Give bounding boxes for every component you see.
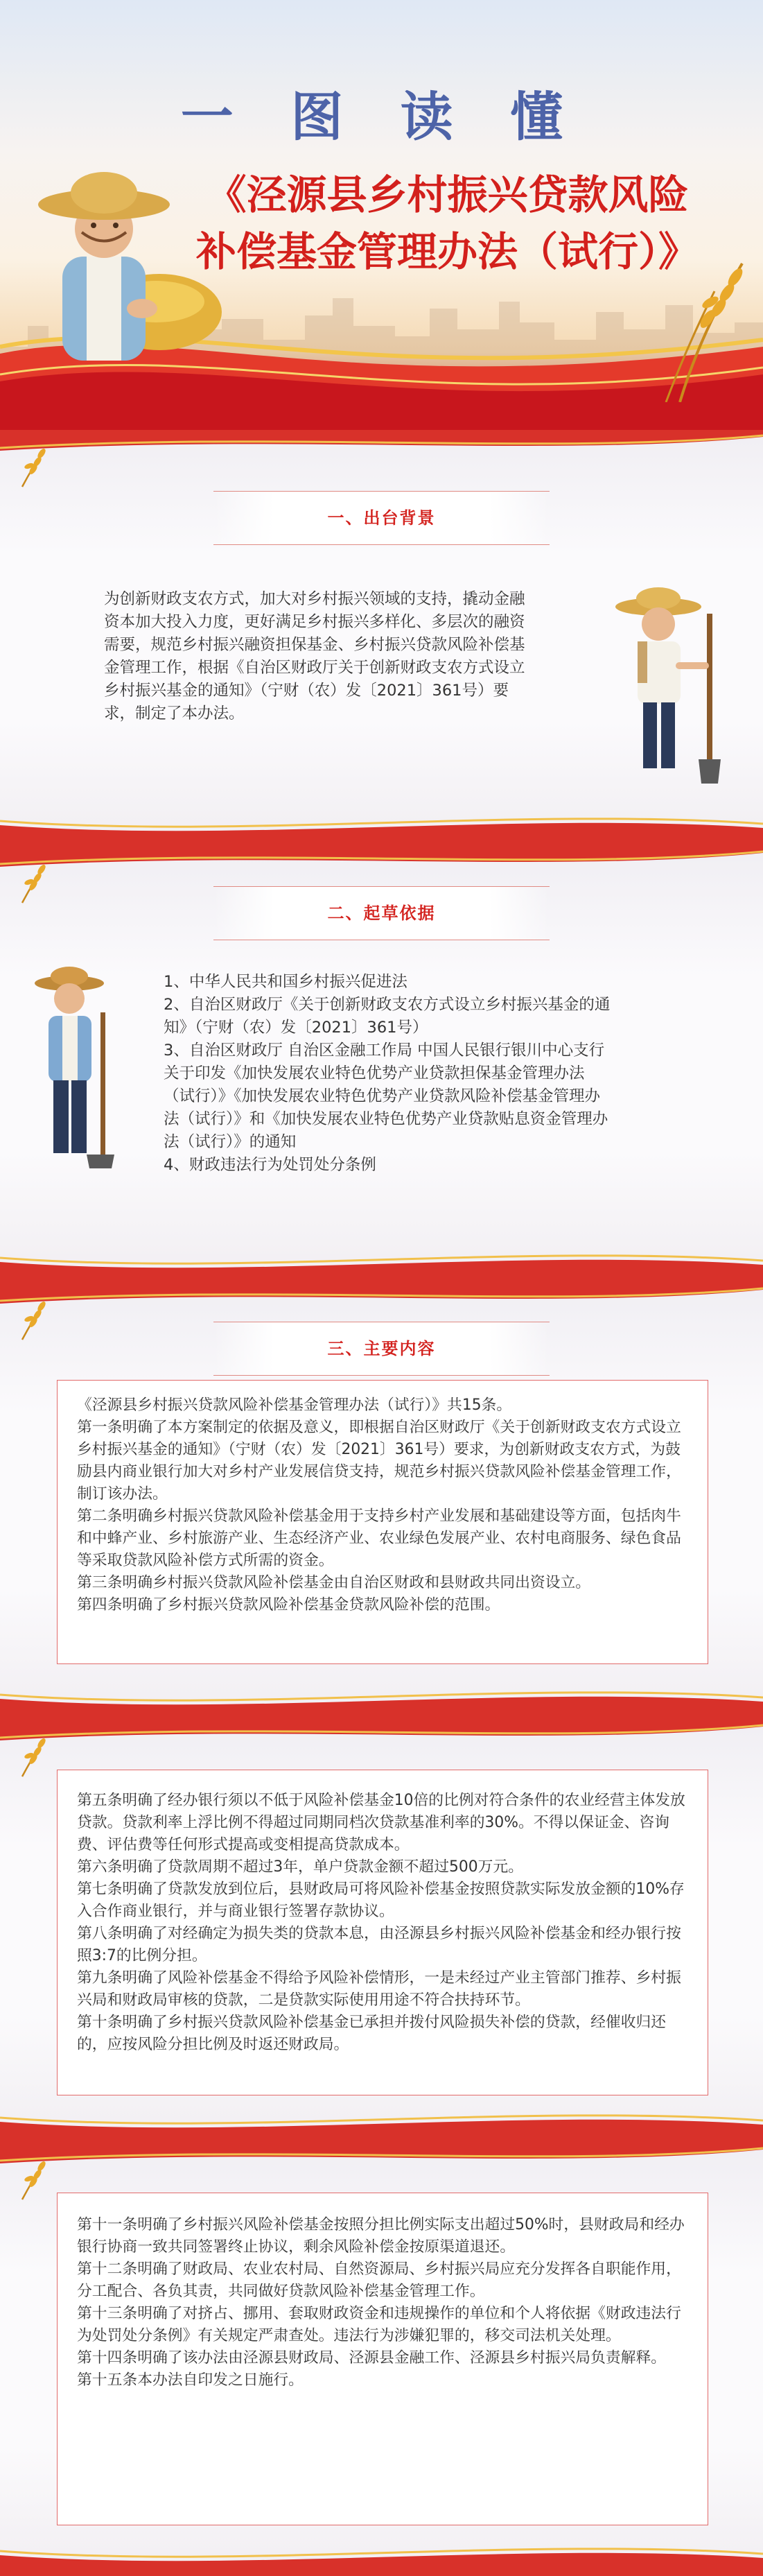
content-box-1	[57, 1380, 708, 1664]
wheat-icon	[15, 1299, 50, 1341]
ribbon-top-decoration	[0, 1720, 763, 1752]
section-background	[0, 430, 763, 846]
list-item: 2、自治区财政厅《关于创新财政支农方式设立乡村振兴基金的通知》（宁财（农）发〔2021〕361号）	[164, 996, 611, 1037]
article-text: 第五条明确了经办银行须以不低于风险补偿基金10倍的比例对符合条件的农业经营主体发放贷款。贷款利率上浮比例不得超过同期同档次贷款基准利率的30%。不得以保证金、咨询费、评估费等任何形式提高或变相提高贷款成本。	[77, 1792, 685, 1853]
article-text: 第四条明确了乡村振兴贷款风险补偿基金贷款风险补偿的范围。	[77, 1596, 500, 1614]
list-item: 4、财政违法行为处罚处分条例	[164, 1156, 376, 1174]
section-title: 二、起草依据	[327, 904, 436, 923]
hero-title-line1: 《泾源县乡村振兴贷款风险	[206, 171, 689, 218]
wheat-icon	[15, 1736, 50, 1778]
wheat-icon	[15, 863, 50, 904]
ribbon-top-decoration	[0, 846, 763, 878]
article-text: 第十条明确了乡村振兴贷款风险补偿基金已承担并拨付风险损失补偿的贷款，经催收归还的，应按风险分担比例及时返还财政局。	[77, 2014, 667, 2053]
article-text: 第十四条明确了该办法由泾源县财政局、泾源县金融工作、泾源县乡村振兴局负责解释。	[77, 2349, 667, 2367]
article-text: 第十五条本办法自印发之日施行。	[77, 2371, 304, 2389]
article-text: 第二条明确乡村振兴贷款风险补偿基金用于支持乡村产业发展和基础建设等方面，包括肉牛和中蜂产业、乡村旅游产业、生态经济产业、农业绿色发展产业、农村电商服务、绿色食品等采取贷款风险补偿方式所需的资金。	[77, 1507, 681, 1569]
section-content-continued	[0, 1720, 763, 2143]
background-text: 为创新财政支农方式，加大对乡村振兴领域的支持，撬动金融资本加大投入力度，更好满足乡村振兴多样化、多层次的融资需要，规范乡村振兴融资担保基金、乡村振兴贷款风险补偿基金管理工作，根据《自治区财政厅关于创新财政支农方式设立乡村振兴基金的通知》（宁财（农）发〔2021〕361号）要求，制定了本办法。	[104, 590, 525, 723]
ribbon-bottom-decoration	[0, 1244, 763, 1283]
section-title-box	[213, 1322, 550, 1376]
section-title: 三、主要内容	[327, 1339, 436, 1358]
article-text: 第八条明确了对经确定为损失类的贷款本息，由泾源县乡村振兴风险补偿基金和经办银行按照3:7的比例分担。	[77, 1925, 681, 1964]
content-box-3	[57, 2193, 708, 2525]
farmer-with-hoe-illustration	[31, 964, 128, 1172]
article-text: 第九条明确了风险补偿基金不得给予风险补偿情形，一是未经过产业主管部门推荐、乡村振兴局和财政局审核的贷款，二是贷款实际使用用途不符合扶持环节。	[77, 1969, 681, 2009]
hero-title-line2: 补偿基金管理办法（试行）》	[195, 228, 699, 275]
content-box-2	[57, 1770, 708, 2095]
article-text: 第三条明确乡村振兴贷款风险补偿基金由自治区财政和县财政共同出资设立。	[77, 1574, 591, 1591]
ribbon-top-decoration	[0, 430, 763, 462]
wheat-icon	[15, 447, 50, 488]
article-text: 第十三条明确了对挤占、挪用、套取财政资金和违规操作的单位和个人将依据《财政违法行为处罚处分条例》有关规定严肃查处。违法行为涉嫌犯罪的，移交司法机关处理。	[77, 2305, 681, 2344]
article-text: 第十二条明确了财政局、农业农村局、自然资源局、乡村振兴局应充分发挥各自职能作用，分工配合、各负其责，共同做好贷款风险补偿基金管理工作。	[77, 2261, 681, 2300]
section-title: 一、出台背景	[327, 508, 436, 528]
article-text: 第十一条明确了乡村振兴风险补偿基金按照分担比例实际支出超过50%时，县财政局和经办银行协商一致共同签署终止协议，剩余风险补偿金按原渠道退还。	[77, 2216, 685, 2256]
article-text: 《泾源县乡村振兴贷款风险补偿基金管理办法（试行）》共15条。	[77, 1397, 512, 1414]
ribbon-bottom-decoration	[0, 807, 763, 846]
hero-title	[159, 166, 735, 280]
hero-supertitle: 一 图 读 懂	[180, 86, 583, 148]
article-text: 第七条明确了贷款发放到位后，县财政局可将风险补偿基金按照贷款实际发放金额的10%存入合作商业银行，并与商业银行签署存款协议。	[77, 1881, 685, 1920]
ribbon-bottom-decoration	[0, 1681, 763, 1720]
ribbon-bottom-decoration	[0, 2537, 763, 2576]
farmer-illustration	[21, 139, 222, 374]
ribbon-top-decoration	[0, 2143, 763, 2175]
section-content	[0, 1283, 763, 1720]
wheat-icon	[15, 2159, 50, 2201]
section-title-box	[213, 886, 550, 940]
wheat-icon	[652, 250, 756, 402]
list-item: 1、中华人民共和国乡村振兴促进法	[164, 973, 407, 991]
farmer-with-shovel-illustration	[610, 586, 731, 787]
section-basis	[0, 846, 763, 1283]
article-text: 第一条明确了本方案制定的依据及意义，即根据自治区财政厅《关于创新财政支农方式设立乡村振兴基金的通知》（宁财（农）发〔2021〕361号）要求，为创新财政支农方式，为鼓励县内商业银行加大对乡村产业发展信贷支持，规范乡村振兴贷款风险补偿基金管理工作，制订该办法。	[77, 1419, 681, 1503]
ribbon-bottom-decoration	[0, 2104, 763, 2143]
article-text: 第六条明确了贷款周期不超过3年，单户贷款金额不超过500万元。	[77, 1858, 523, 1876]
ribbon-top-decoration	[0, 1283, 763, 1315]
section-title-box	[213, 491, 550, 545]
hero-banner	[0, 0, 763, 430]
basis-list	[164, 971, 614, 1177]
section-content-end	[0, 2143, 763, 2576]
list-item: 3、自治区财政厅 自治区金融工作局 中国人民银行银川中心支行关于印发《加快发展农业特色优势产业贷款担保基金管理办法（试行）》《加快发展农业特色优势产业贷款风险补偿基金管理办法（试行）》和《加快发展农业特色优势产业贷款贴息资金管理办法（试行）》的通知	[164, 1041, 608, 1151]
